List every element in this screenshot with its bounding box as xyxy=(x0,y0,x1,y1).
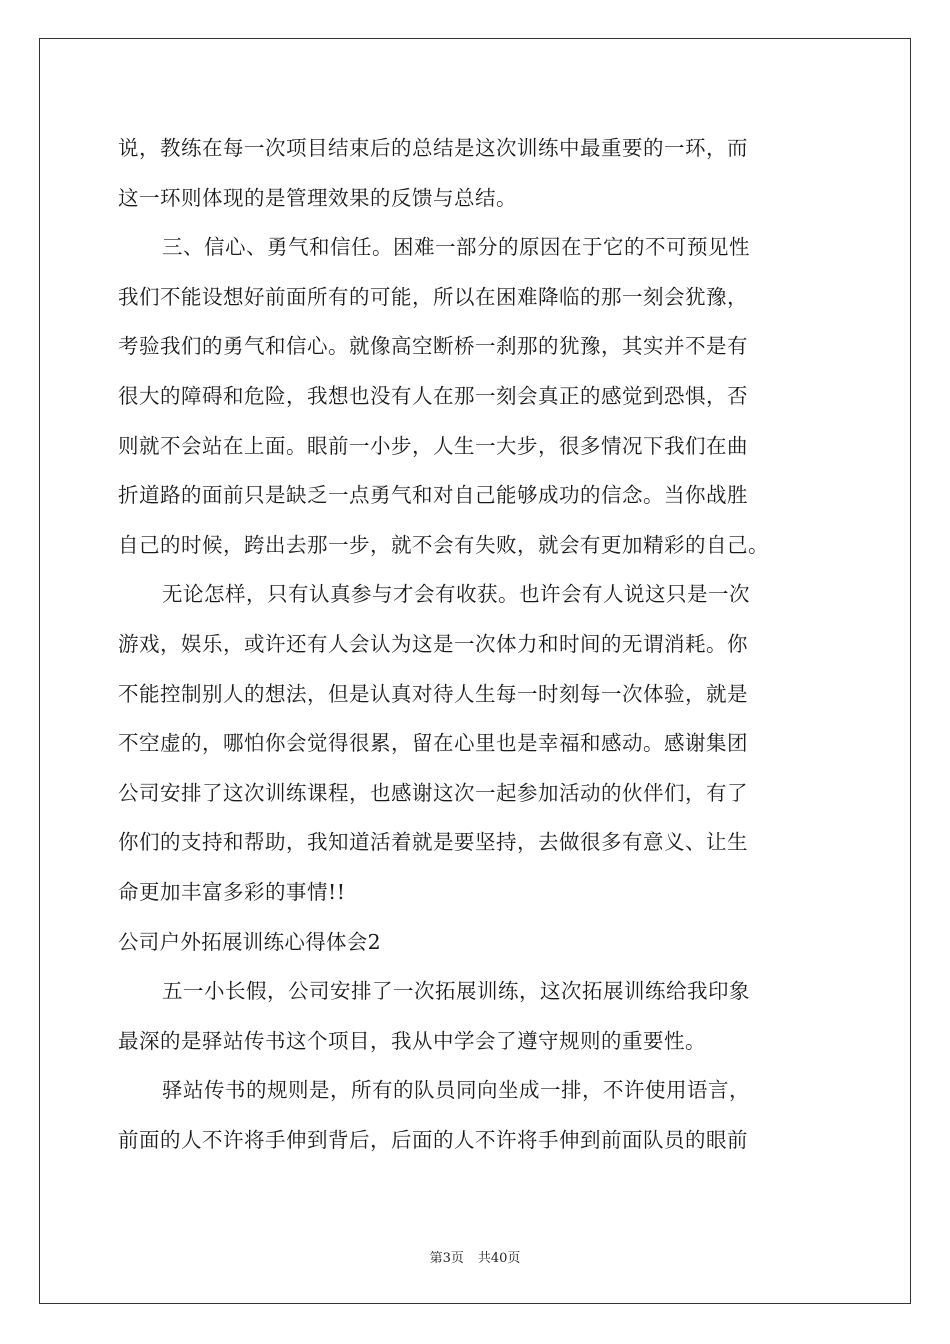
page-number: 第3页 xyxy=(429,1251,464,1266)
paragraph-start-line: 无论怎样，只有认真参与才会有收获。也许会有人说这只是一次 xyxy=(162,582,750,607)
text-line: 最深的是驿站传书这个项目，我从中学会了遵守规则的重要性。 xyxy=(118,1028,706,1053)
text-line: 命更加丰富多彩的事情!! xyxy=(118,879,346,904)
document-body xyxy=(118,124,836,1165)
page-footer xyxy=(0,1247,950,1266)
section-heading: 公司户外拓展训练心得体会2 xyxy=(118,929,381,954)
text-line: 不能控制别人的想法，但是认真对待人生每一时刻每一次体验，就是 xyxy=(118,681,748,706)
text-line: 这一环则体现的是管理效果的反馈与总结。 xyxy=(118,185,517,210)
text-line: 我们不能设想好前面所有的可能，所以在困难降临的那一刻会犹豫， xyxy=(118,284,748,309)
text-line: 公司安排了这次训练课程，也感谢这次一起参加活动的伙伴们，有了 xyxy=(118,780,748,805)
text-line: 你们的支持和帮助，我知道活着就是要坚持，去做很多有意义、让生 xyxy=(118,830,748,855)
text-line: 说，教练在每一次项目结束后的总结是这次训练中最重要的一环，而 xyxy=(118,136,748,160)
text-line: 自己的时候，跨出去那一步，就不会有失败，就会有更加精彩的自己。 xyxy=(118,532,769,557)
paragraph-start-line: 驿站传书的规则是，所有的队员同向坐成一排，不许使用语言， xyxy=(162,1078,750,1103)
text-line: 不空虚的，哪怕你会觉得很累，留在心里也是幸福和感动。感谢集团 xyxy=(118,731,748,756)
text-line: 折道路的面前只是缺乏一点勇气和对自己能够成功的信念。当你战胜 xyxy=(118,483,748,508)
text-line: 前面的人不许将手伸到背后，后面的人不许将手伸到前面队员的眼前 xyxy=(118,1127,748,1152)
text-line: 则就不会站在上面。眼前一小步，人生一大步，很多情况下我们在曲 xyxy=(118,433,748,458)
text-line: 很大的障碍和危险，我想也没有人在那一刻会真正的感觉到恐惧，否 xyxy=(118,383,748,408)
text-line: 考验我们的勇气和信心。就像高空断桥一刹那的犹豫，其实并不是有 xyxy=(118,334,748,359)
page-total: 共40页 xyxy=(477,1251,521,1266)
paragraph-start-line: 三、信心、勇气和信任。困难一部分的原因在于它的不可预见性 xyxy=(162,235,750,260)
text-line: 游戏，娱乐，或许还有人会认为这是一次体力和时间的无谓消耗。你 xyxy=(118,631,748,656)
paragraph-start-line: 五一小长假，公司安排了一次拓展训练，这次拓展训练给我印象 xyxy=(162,979,750,1004)
